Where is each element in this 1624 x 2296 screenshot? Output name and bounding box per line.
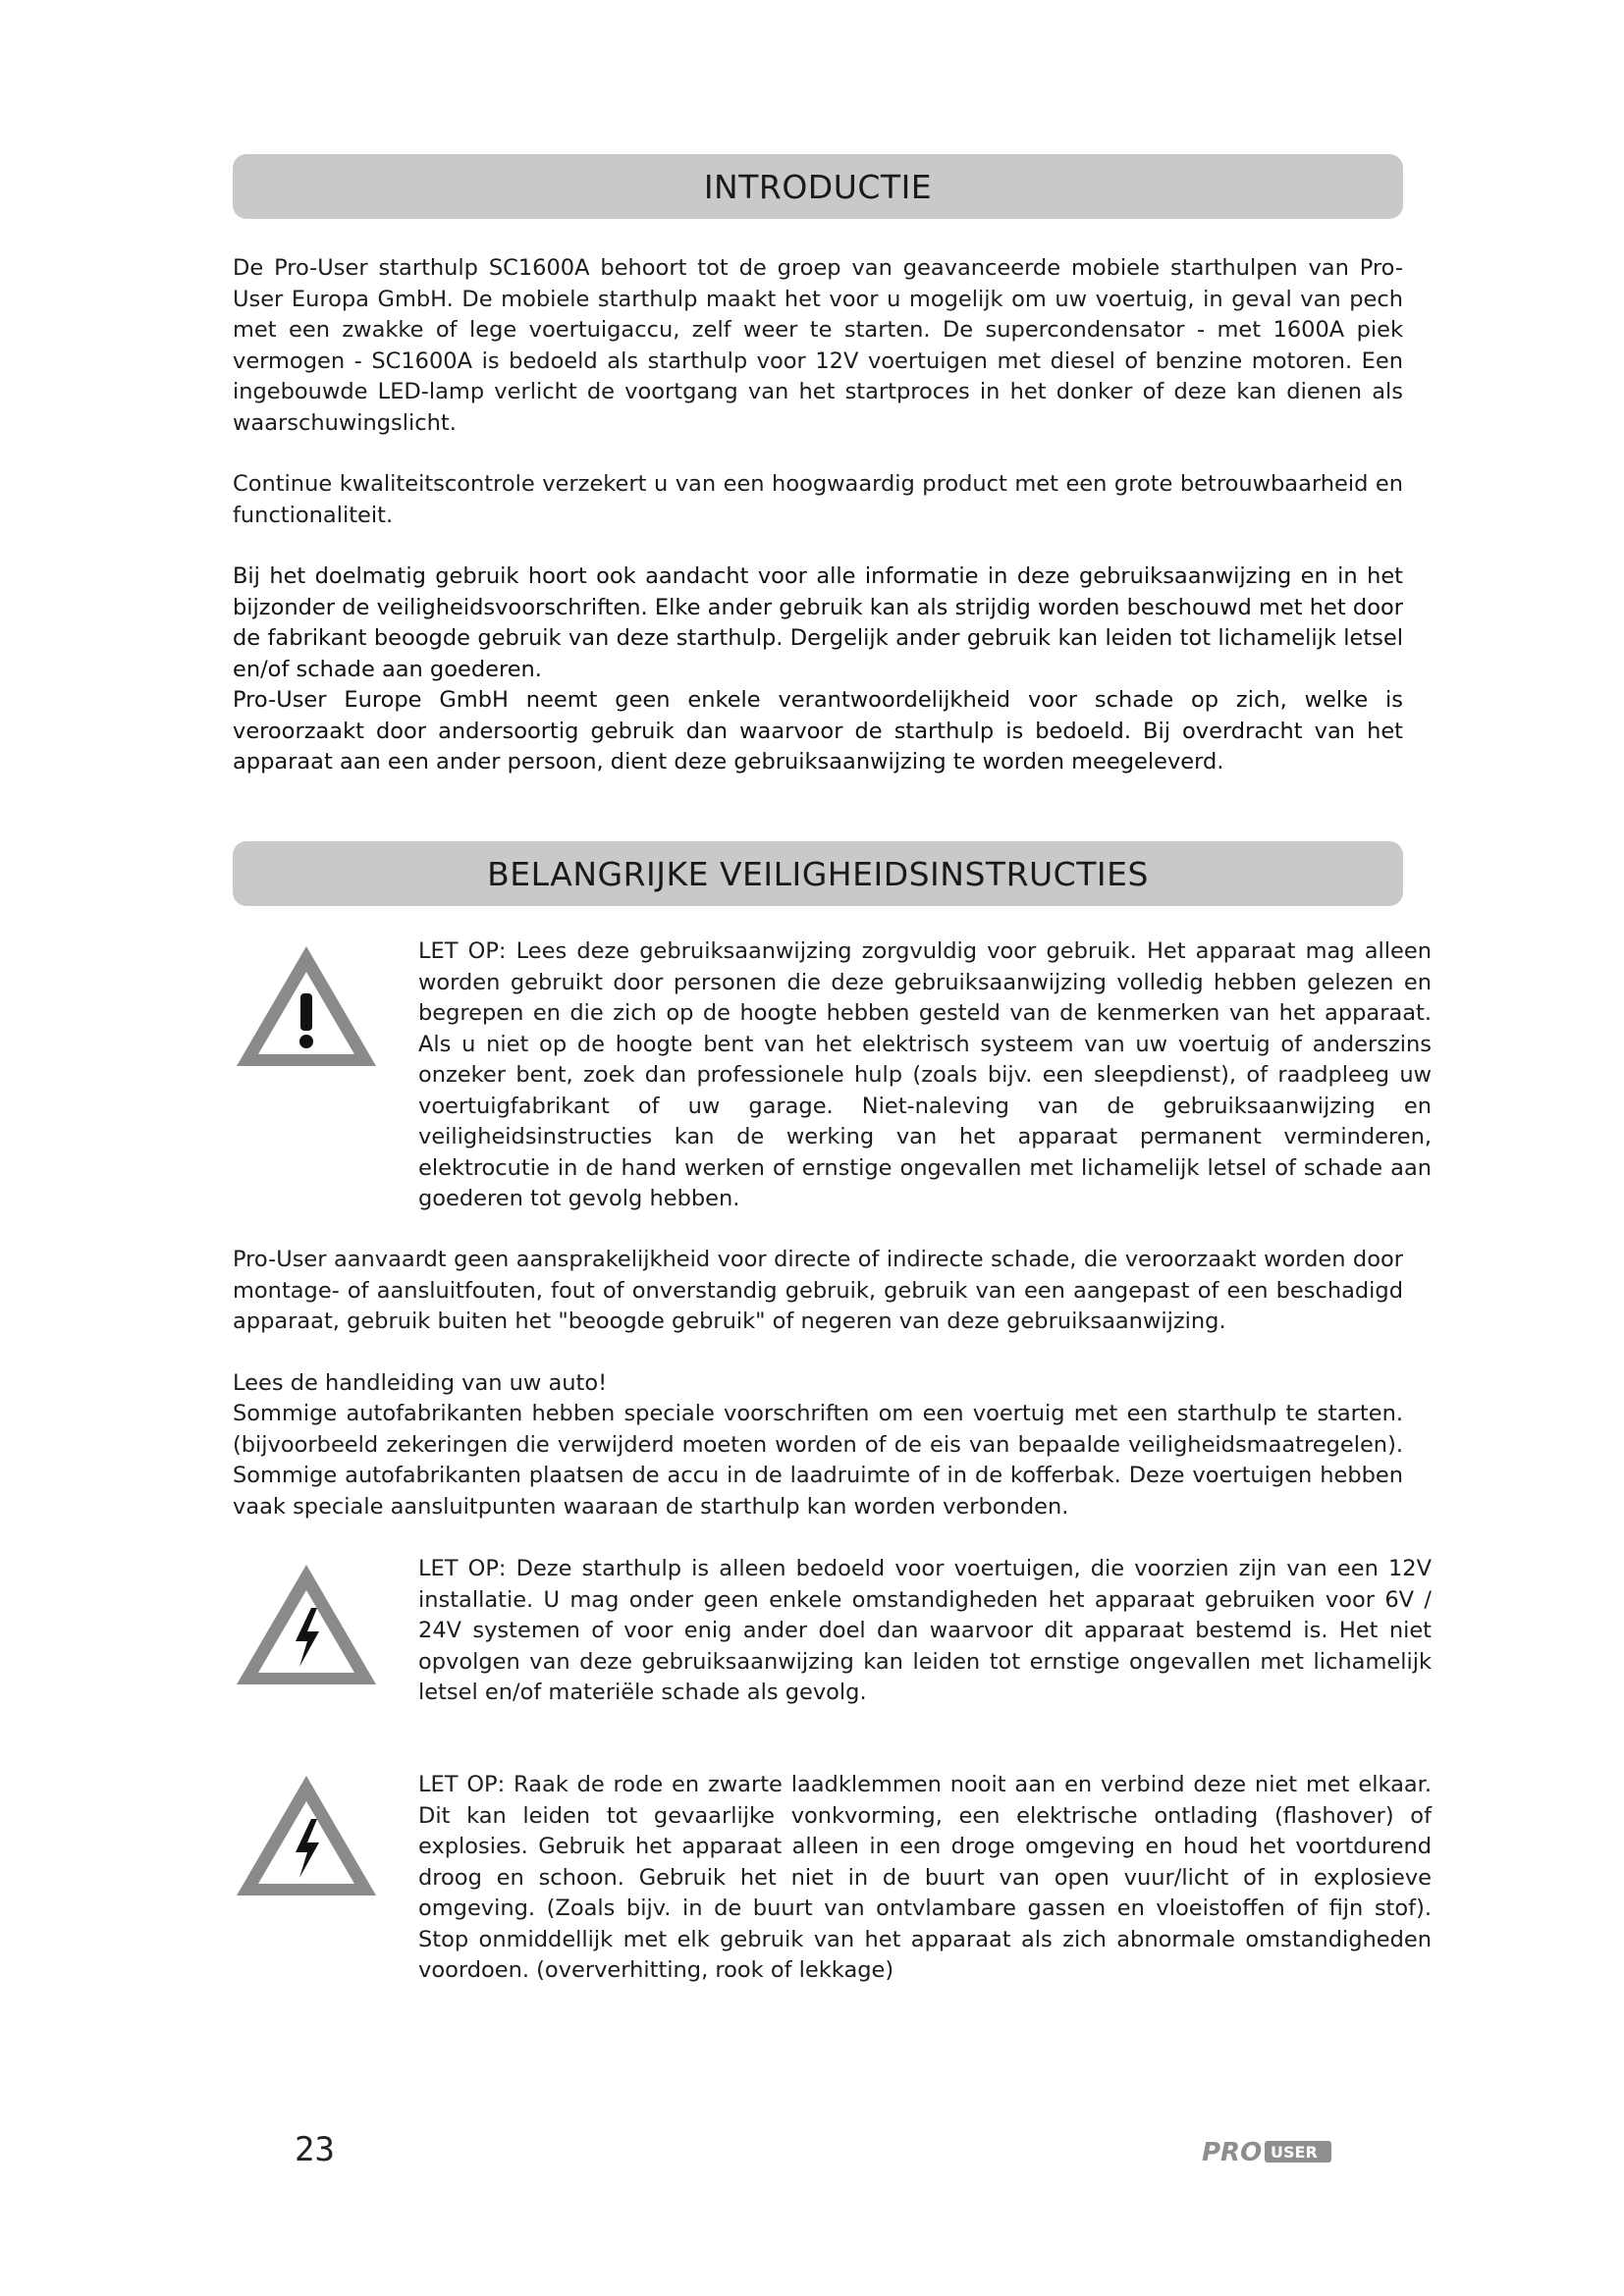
logo-text-pro: PRO xyxy=(1202,2138,1263,2165)
manual-paragraph: Sommige autofabrikanten hebben speciale voorschriften om een voertuig met een starthulp te starten. (bijvoorbeeld zekeringen die verwijderd moeten worden of de eis van bepaalde veiligheidsmaatregelen). Sommige autofabrikanten plaatsen de accu in de laadruimte of in de kofferbak. Deze voertuigen hebben vaak speciale aansluitpunten waaraan de starthulp kan worden verbonden. xyxy=(233,1401,1403,1520)
section-title: BELANGRIJKE VEILIGHEIDSINSTRUCTIES xyxy=(487,854,1149,893)
page-number: 23 xyxy=(295,2130,335,2169)
section-header-introductie xyxy=(233,154,1403,219)
section-header-veiligheid xyxy=(233,841,1403,906)
warning-exclamation-icon xyxy=(233,942,380,1070)
manual-heading: Lees de handleiding van uw auto! xyxy=(233,1370,608,1396)
section-title: INTRODUCTIE xyxy=(703,167,933,206)
electrical-hazard-icon xyxy=(233,1561,380,1688)
logo-text-user: USER xyxy=(1271,2143,1318,2162)
warning-text-12v: LET OP: Deze starthulp is alleen bedoeld voor voertuigen, die voorzien zijn van een 12V installatie. U mag onder geen enkele omstandigheden het apparaat gebruiken voor 6V / 24V systemen of voor enig ander doel dan waarvoor dit apparaat bestemd is. Het niet opvolgen van deze gebruiksaanwijzing kan leiden tot ernstige ongevallen met lichamelijk letsel en/of materiële schade als gevolg. xyxy=(418,1556,1432,1705)
intro-paragraph-2: Continue kwaliteitscontrole verzekert u van een hoogwaardig product met een grote betrouwbaarheid en functionaliteit. xyxy=(233,471,1403,528)
intro-paragraph-3: Bij het doelmatig gebruik hoort ook aandacht voor alle informatie in deze gebruiksaanwijzing en in het bijzonder de veiligheidsvoorschriften. Elke ander gebruik kan als strijdig worden beschouwd met het door de fabrikant beoogde gebruik van deze starthulp. Dergelijk ander gebruik kan leiden tot lichamelijk letsel en/of schade aan goederen. xyxy=(233,563,1403,682)
electrical-hazard-icon xyxy=(233,1772,380,1899)
pro-user-logo xyxy=(1200,2136,1333,2165)
intro-paragraph-4: Pro-User Europe GmbH neemt geen enkele verantwoordelijkheid voor schade op zich, welke is veroorzaakt door andersoortig gebruik dan waarvoor de starthulp is bedoeld. Bij overdracht van het apparaat aan een ander persoon, dient deze gebruiksaanwijzing te worden meegeleverd. xyxy=(233,687,1403,774)
warning-text-general: LET OP: Lees deze gebruiksaanwijzing zorgvuldig voor gebruik. Het apparaat mag alleen worden gebruikt door personen die deze gebruiksaanwijzing volledig hebben gelezen en begrepen en die zich op de hoogte hebben gesteld van de kenmerken van het apparaat. Als u niet op de hoogte bent van het elektrisch systeem van uw voertuig of anderszins onzeker bent, zoek dan professionele hulp (zoals bijv. een sleepdienst), of raadpleeg uw voertuigfabrikant of uw garage. Niet-naleving van de gebruiksaanwijzing en veiligheidsinstructies kan de werking van het apparaat permanent verminderen, elektrocutie in de hand werken of ernstige ongevallen met lichamelijk letsel of schade aan goederen tot gevolg hebben. xyxy=(418,938,1432,1211)
liability-paragraph: Pro-User aanvaardt geen aansprakelijkheid voor directe of indirecte schade, die veroorzaakt worden door montage- of aansluitfouten, fout of onverstandig gebruik, gebruik van een aangepast of een beschadigd apparaat, gebruik buiten het "beoogde gebruik" of negeren van deze gebruiksaanwijzing. xyxy=(233,1247,1403,1334)
warning-text-clamps: LET OP: Raak de rode en zwarte laadklemmen nooit aan en verbind deze niet met elkaar. Dit kan leiden tot gevaarlijke vonkvorming, een elektrische ontlading (flashover) of explosies. Gebruik het apparaat alleen in een droge omgeving en houd het voortdurend droog en schoon. Gebruik het niet in de buurt van open vuur/licht of in explosieve omgeving. (Zoals bijv. in de buurt van ontvlambare gassen en vloeistoffen of fijn stof). Stop onmiddellijk met elk gebruik van het apparaat als zich abnormale omstandigheden voordoen. (oververhitting, rook of lekkage) xyxy=(418,1772,1432,1983)
intro-paragraph-1: De Pro-User starthulp SC1600A behoort tot de groep van geavanceerde mobiele starthulpen van Pro-User Europa GmbH. De mobiele starthulp maakt het voor u mogelijk om uw voertuig, in geval van pech met een zwakke of lege voertuigaccu, zelf weer te starten. De supercondensator - met 1600A piek vermogen - SC1600A is bedoeld als starthulp voor 12V voertuigen met diesel of benzine motoren. Een ingebouwde LED-lamp verlicht de voortgang van het startproces in het donker of deze kan dienen als waarschuwingslicht. xyxy=(233,255,1403,436)
